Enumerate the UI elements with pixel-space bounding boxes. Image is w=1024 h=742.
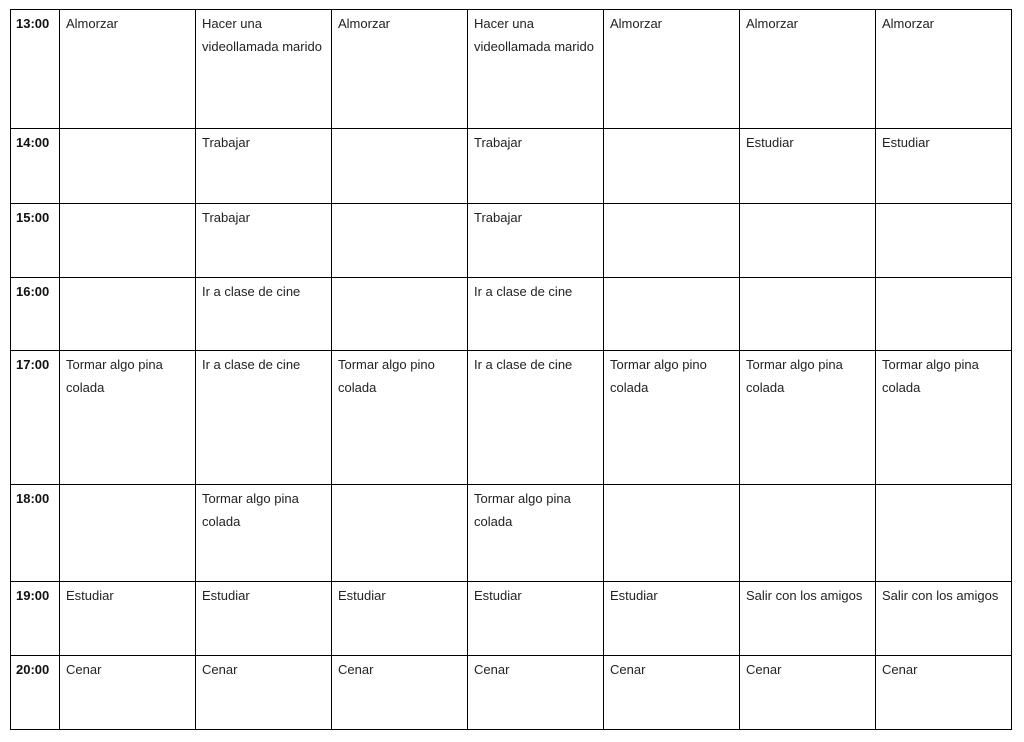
activity-cell: Almorzar bbox=[60, 10, 196, 129]
table-row bbox=[11, 10, 1012, 129]
time-cell: 19:00 bbox=[11, 582, 60, 656]
activity-cell bbox=[604, 485, 740, 582]
activity-cell: Salir con los amigos bbox=[876, 582, 1012, 656]
activity-cell: Salir con los amigos bbox=[740, 582, 876, 656]
activity-cell: Trabajar bbox=[196, 204, 332, 278]
time-cell: 13:00 bbox=[11, 10, 60, 129]
time-cell: 18:00 bbox=[11, 485, 60, 582]
activity-cell bbox=[876, 204, 1012, 278]
activity-cell: Estudiar bbox=[740, 129, 876, 204]
activity-cell: Tormar algo pina colada bbox=[468, 485, 604, 582]
activity-cell: Tormar algo pina colada bbox=[196, 485, 332, 582]
activity-cell: Hacer una videollamada marido bbox=[196, 10, 332, 129]
activity-cell bbox=[60, 204, 196, 278]
activity-cell: Cenar bbox=[196, 656, 332, 730]
activity-cell bbox=[332, 278, 468, 351]
activity-cell: Estudiar bbox=[604, 582, 740, 656]
table-row bbox=[11, 204, 1012, 278]
activity-cell: Estudiar bbox=[60, 582, 196, 656]
activity-cell: Tormar algo pina colada bbox=[876, 351, 1012, 485]
activity-cell: Ir a clase de cine bbox=[196, 351, 332, 485]
activity-cell: Cenar bbox=[332, 656, 468, 730]
activity-cell bbox=[876, 485, 1012, 582]
table-row bbox=[11, 129, 1012, 204]
activity-cell bbox=[60, 129, 196, 204]
table-row bbox=[11, 485, 1012, 582]
activity-cell bbox=[740, 204, 876, 278]
activity-cell bbox=[740, 278, 876, 351]
activity-cell: Ir a clase de cine bbox=[468, 278, 604, 351]
activity-cell bbox=[332, 485, 468, 582]
activity-cell: Estudiar bbox=[332, 582, 468, 656]
activity-cell: Cenar bbox=[740, 656, 876, 730]
activity-cell: Almorzar bbox=[332, 10, 468, 129]
schedule-table bbox=[10, 9, 1012, 730]
activity-cell bbox=[604, 129, 740, 204]
table-row bbox=[11, 582, 1012, 656]
activity-cell bbox=[604, 278, 740, 351]
time-cell: 16:00 bbox=[11, 278, 60, 351]
activity-cell: Cenar bbox=[468, 656, 604, 730]
activity-cell bbox=[332, 204, 468, 278]
activity-cell bbox=[876, 278, 1012, 351]
activity-cell: Almorzar bbox=[604, 10, 740, 129]
activity-cell: Tormar algo pino colada bbox=[604, 351, 740, 485]
activity-cell: Almorzar bbox=[740, 10, 876, 129]
activity-cell: Estudiar bbox=[196, 582, 332, 656]
activity-cell: Tormar algo pina colada bbox=[740, 351, 876, 485]
activity-cell: Hacer una videollamada marido bbox=[468, 10, 604, 129]
activity-cell: Cenar bbox=[60, 656, 196, 730]
activity-cell: Ir a clase de cine bbox=[468, 351, 604, 485]
activity-cell bbox=[604, 204, 740, 278]
time-cell: 14:00 bbox=[11, 129, 60, 204]
time-cell: 17:00 bbox=[11, 351, 60, 485]
table-row bbox=[11, 278, 1012, 351]
table-row bbox=[11, 656, 1012, 730]
table-row bbox=[11, 351, 1012, 485]
activity-cell: Cenar bbox=[876, 656, 1012, 730]
activity-cell: Trabajar bbox=[468, 204, 604, 278]
activity-cell: Estudiar bbox=[876, 129, 1012, 204]
activity-cell: Tormar algo pina colada bbox=[60, 351, 196, 485]
activity-cell bbox=[332, 129, 468, 204]
activity-cell: Almorzar bbox=[876, 10, 1012, 129]
activity-cell: Cenar bbox=[604, 656, 740, 730]
activity-cell: Estudiar bbox=[468, 582, 604, 656]
activity-cell: Trabajar bbox=[468, 129, 604, 204]
time-cell: 15:00 bbox=[11, 204, 60, 278]
activity-cell: Trabajar bbox=[196, 129, 332, 204]
activity-cell bbox=[60, 278, 196, 351]
activity-cell bbox=[740, 485, 876, 582]
activity-cell: Ir a clase de cine bbox=[196, 278, 332, 351]
activity-cell bbox=[60, 485, 196, 582]
time-cell: 20:00 bbox=[11, 656, 60, 730]
activity-cell: Tormar algo pino colada bbox=[332, 351, 468, 485]
